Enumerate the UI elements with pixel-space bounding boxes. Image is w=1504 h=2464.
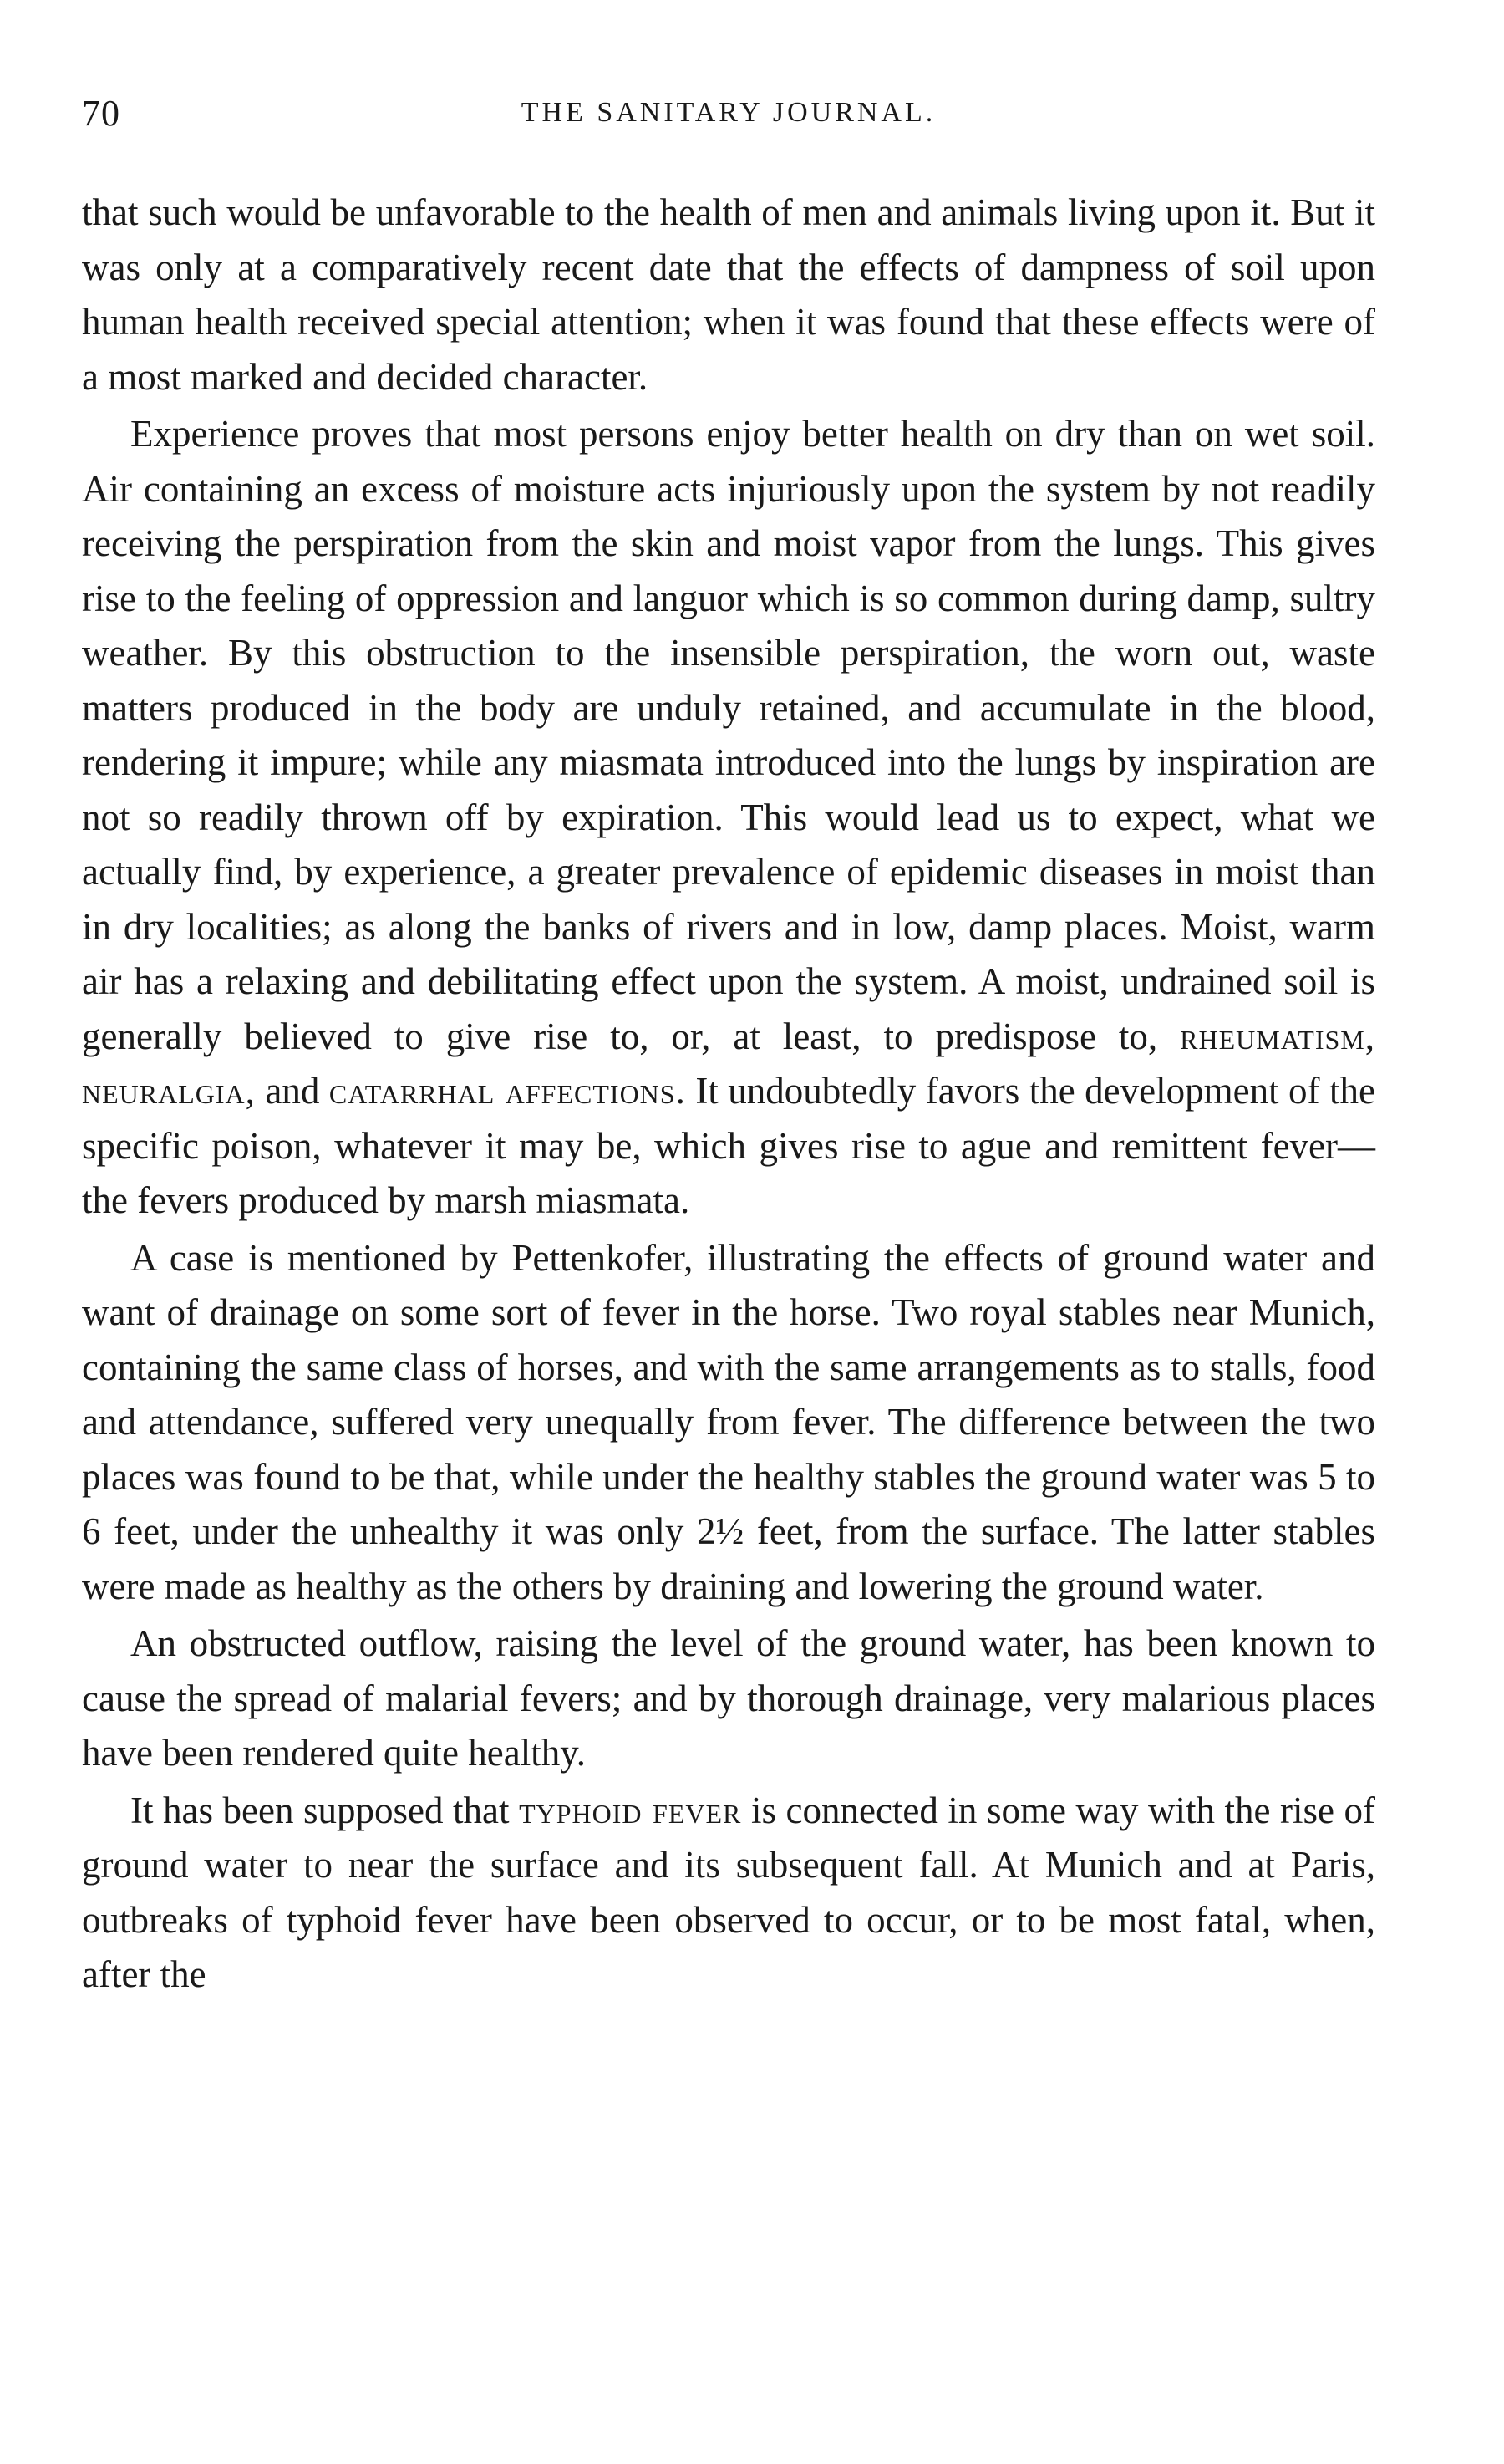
- term-rheumatism: rheumatism,: [1180, 1015, 1375, 1057]
- page-number: 70: [82, 93, 120, 134]
- conjunction-and: and: [265, 1070, 320, 1112]
- paragraph-3: A case is mentioned by Pettenkofer, illustrating the effects of ground water and want of drainage on some sort of fever in the horse. Two royal stables near Munich, containing the same class of horses, and with the same arrangements as to stalls, food and attendance, suffered very unequally from fever. The difference between the two places was found to be that, while under the healthy stables the ground water was 5 to 6 feet, under the unhealthy it was only 2½ feet, from the surface. The latter stables were made as healthy as the others by draining and lowering the ground water.: [82, 1236, 1375, 1607]
- paragraph-2-continued: It undoubtedly favors the development of the specific poison, whatever it may be, which gives rise to ague and remittent fever—the fevers produced by marsh miasmata.: [82, 1070, 1376, 1221]
- paragraph-4: An obstructed outflow, raising the level of the ground water, has been known to cause the spread of malarial fevers; and by thorough drainage, very malarious places have been rendered quite healthy.: [82, 1622, 1375, 1774]
- term-catarrhal-affections: catarrhal affections.: [328, 1070, 686, 1112]
- body-text: [82, 186, 1375, 2003]
- paragraph-5-text: It has been supposed that: [130, 1789, 510, 1831]
- paragraph-2-text: Experience proves that most persons enjoy better health on dry than on wet soil. Air containing an excess of moisture acts injuriously upon the system by not readily receiving the perspiration from the skin and moist vapor from the lungs. This gives rise to the feeling of oppression and languor which is so common during damp, sultry weather. By this obstruction to the insensible perspiration, the worn out, waste matters produced in the body are unduly retained, and accumulate in the blood, rendering it impure; while any miasmata introduced into the lungs by inspiration are not so readily thrown off by expiration. This would lead us to expect, what we actually find, by experience, a greater prevalence of epidemic diseases in moist than in dry localities; as along the banks of rivers and in low, damp places. Moist, warm air has a relaxing and debilitating effect upon the system. A moist, undrained soil is generally believed to give rise to, or, at least, to predispose to,: [82, 413, 1375, 1057]
- paragraph-1: that such would be unfavorable to the health of men and animals living upon it. But it was only at a comparatively recent date that the effects of dampness of soil upon human health received special attention; when it was found that these effects were of a most marked and decided character.: [82, 191, 1375, 398]
- paragraph-5: [82, 1784, 1375, 2003]
- document-page: [82, 84, 1375, 2003]
- term-neuralgia: neuralgia,: [82, 1070, 256, 1112]
- paragraph-2: [82, 407, 1375, 1229]
- running-title: THE SANITARY JOURNAL.: [521, 97, 937, 128]
- term-typhoid-fever: typhoid fever: [519, 1789, 742, 1831]
- page-header: [82, 84, 1375, 150]
- paragraph-5-continued: is connected in some way with the rise of ground water to near the surface and its subsequent fall. At Munich and at Paris, outbreaks of typhoid fever have been observed to occur, or to be most fatal, when, after the: [82, 1789, 1376, 1995]
